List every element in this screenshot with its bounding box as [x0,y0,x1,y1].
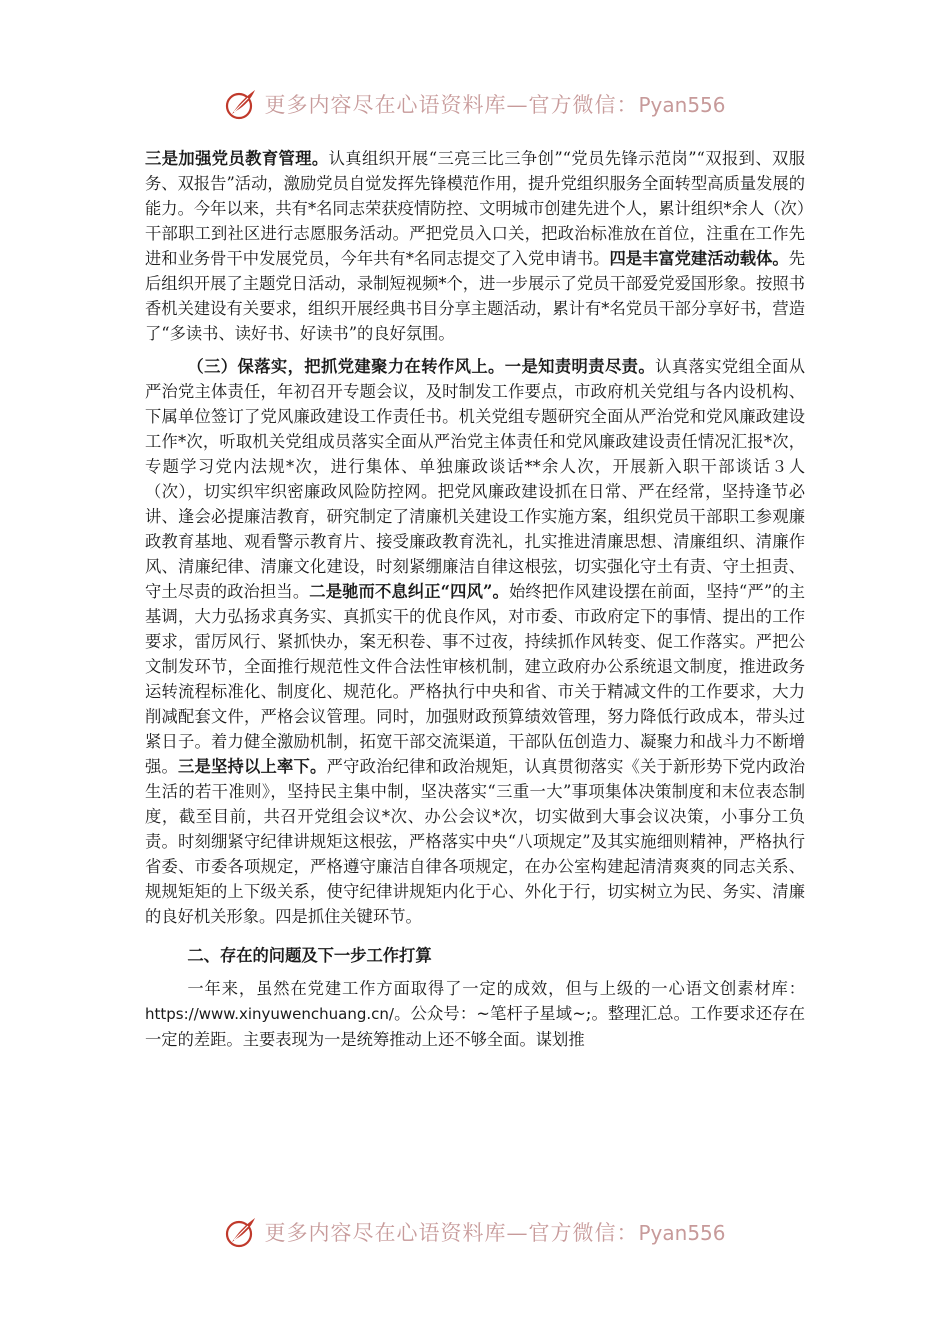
bold-lead-in: （三）保落实，把抓党建聚力在转作风上。一是知责明责尽责。 [187,357,656,376]
section-heading: 二、存在的问题及下一步工作打算 [187,946,432,965]
paragraph-party-member-education [145,146,805,346]
header-watermark-banner [0,84,950,124]
watermark-text [264,89,725,119]
body-text: 认真组织开展“三亮三比三争创”“党员先锋示范岗”“双报到、双服务、双报告”活动，激励党员自觉发挥先锋模范作用，提升党组织服务全面转型高质量发展的能力。今年以来，共有*名同志荣获疫情防控、文明城市创建先进个人，累计组织*余人（次）干部职工到社区进行志愿服务活动。严把党员入口关，把政治标准放在首位，注重在工作先进和业务骨干中发展党员，今年共有*名同志提交了入党申请书。 [145,149,805,268]
paragraph-problems [145,976,805,1052]
body-text: 始终把作风建设摆在前面，坚持“严”的主基调，大力弘扬求真务实、真抓实干的优良作风，对市委、市政府定下的事情、提出的工作要求，雷厉风行、紧抓快办，案无积卷、事不过夜，持续抓作风转变、促工作落实。严把公文制发环节，全面推行规范性文件合法性审核机制，建立政府办公系统退文制度，推进政务运转流程标准化、制度化、规范化。严格执行中央和省、市关于精减文件的工作要求，大力削减配套文件，严格会议管理。同时，加强财政预算绩效管理，努力降低行政成本，带头过紧日子。着力健全激励机制，拓宽干部交流渠道，干部队伍创造力、凝聚力和战斗力不断增强。 [145,582,805,776]
watermark-text-cn: 更多内容尽在心语资料库—官方微信： [264,93,639,117]
body-text: 严守政治纪律和政治规矩，认真贯彻落实《关于新形势下党内政治生活的若干准则》，坚持民主集中制，坚决落实“三重一大”事项集体决策制度和末位表态制度，截至目前，共召开党组会议*次、办公会议*次，切实做到大事会议决策，小事分工负责。时刻绷紧守纪律讲规矩这根弦，严格落实中央“八项规定”及其实施细则精神，严格执行省委、市委各项规定，严格遵守廉洁自律各项规定，在办公室构建起清清爽爽的同志关系、规规矩矩的上下级关系，使守纪律讲规矩内化于心、外化于行，切实树立为民、务实、清廉的良好机关形象。四是抓住关键环节。 [145,757,805,926]
document-body [145,146,805,1052]
quill-logo-icon [224,1215,258,1249]
bold-lead-in: 四是丰富党建活动载体。 [609,249,789,268]
watermark-wechat-id: Pyan556 [638,93,726,117]
watermark-text [264,1217,725,1247]
source-url-text: https://www.xinyuwenchuang.cn/ [145,1005,394,1023]
body-text: 先后组织开展了主题党日活动，录制短视频*个，进一步展示了党员干部爱党爱国形象。按照书香机关建设有关要求，组织开展经典书目分享主题活动，累计有*名党员干部分享好书，营造了“多读书、读好书、好读书”的良好氛围。 [145,249,805,343]
bold-lead-in: 三是加强党员教育管理。 [145,149,329,168]
quill-logo-icon [224,87,258,121]
footer-watermark-banner [0,1212,950,1252]
bold-lead-in: 三是坚持以上率下。 [178,757,327,776]
bold-lead-in: 二是驰而不息纠正“四风”。 [309,582,509,601]
body-text: 一年来，虽然在党建工作方面取得了一定的成效，但与上级的一心语文创素材库： [187,979,805,998]
watermark-wechat-id: Pyan556 [638,1221,726,1245]
paragraph-work-style [145,354,805,929]
watermark-text-cn: 更多内容尽在心语资料库—官方微信： [264,1221,639,1245]
body-text: 。公众号：~笔杆子星域~;。整理汇总。工作要求还存在一定的差距。主要表现为一是统筹推动上还不够全面。谋划推 [145,1004,805,1049]
body-text: 认真落实党组全面从严治党主体责任，年初召开专题会议，及时制发工作要点，市政府机关党组与各内设机构、下属单位签订了党风廉政建设工作责任书。机关党组专题研究全面从严治党和党风廉政建设工作*次，听取机关党组成员落实全面从严治党主体责任和党风廉政建设责任情况汇报*次，专题学习党内法规*次，进行集体、单独廉政谈话**余人次，开展新入职干部谈话３人（次），切实织牢织密廉政风险防控网。把党风廉政建设抓在日常、严在经常，坚持逢节必讲、逢会必提廉洁教育，研究制定了清廉机关建设工作实施方案，组织党员干部职工参观廉政教育基地、观看警示教育片、接受廉政教育洗礼，扎实推进清廉思想、清廉组织、清廉作风、清廉纪律、清廉文化建设，时刻紧绷廉洁自律这根弦，切实强化守土有责、守土担责、守土尽责的政治担当。 [145,357,805,601]
